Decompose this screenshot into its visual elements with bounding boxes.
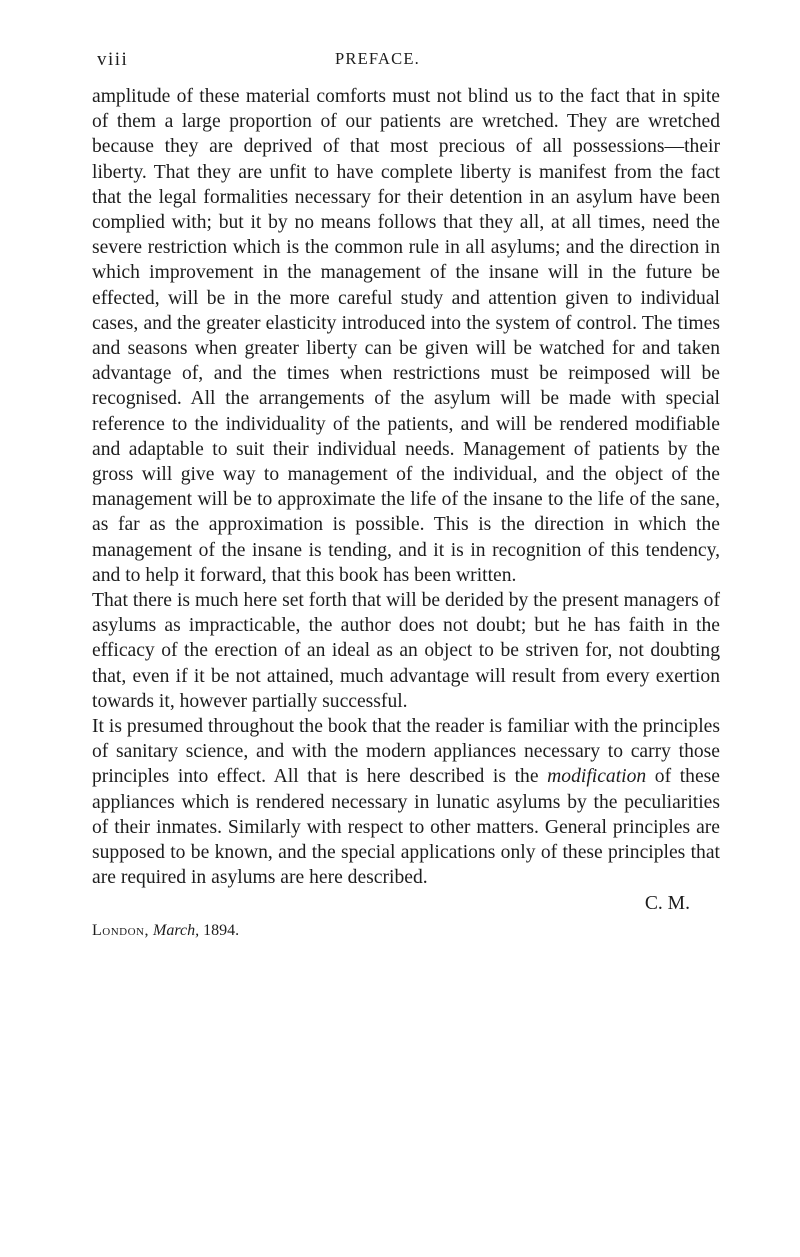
preface-body xyxy=(92,84,720,891)
page-number: viii xyxy=(97,49,129,70)
dateline xyxy=(92,920,720,942)
paragraph-presumed xyxy=(92,714,720,890)
author-initials: C. M. xyxy=(644,892,690,914)
running-title: PREFACE. xyxy=(335,49,420,68)
dateline-month: March, xyxy=(153,921,200,939)
paragraph-presumed-end: of these appliances which is rendered necessary in lunatic asylums by the peculiarities of their inmates. Similarly with respect to other matters. General principles are supposed to be known, and the special applications only of these principles that are required in asylums are here described. xyxy=(92,766,720,889)
emphasis-modification: modification xyxy=(547,766,647,788)
document-page xyxy=(92,46,720,942)
paragraph-derided: That there is much here set forth that will be derided by the present managers of asylums as impracticable, the author does not doubt; but he has faith in the efficacy of the erection of an ideal as an object to be striven for, not doubting that, even if it be not attained, much advantage will result from every exertion towards it, however partially successful. xyxy=(92,590,720,712)
dateline-year: 1894. xyxy=(203,921,240,939)
paragraph-presumed-start: It is presumed throughout the book that the reader is familiar with the principles of sanitary science, and with the modern appliances necessary to carry those principles into effect. All that is here described is the xyxy=(92,716,720,788)
running-head xyxy=(92,46,720,84)
dateline-place: London, xyxy=(92,921,149,939)
paragraph-continued: amplitude of these material comforts must not blind us to the fact that in spite of them a large proportion of our patients are wretched. They are wretched because they are deprived of that most precious of all possessions—their liberty. That they are unfit to have complete liberty is manifest from the fact that the legal formalities necessary for their detention in an asylum have been complied with; but it by no means follows that they all, at all times, need the severe restriction which is the common rule in all asylums; and the direction in which improvement in the management of the insane will in the future be effected, will be in the more careful study and attention given to individual cases, and the greater elasticity introduced into the system of control. The times and seasons when greater liberty can be given will be watched for and taken advantage of, and the times when restrictions must be reimposed will be recognised. All the arrangements of the asylum will be made with special reference to the individuality of the patients, and will be rendered modifiable and adaptable to suit their individual needs. Management of patients by the gross will give way to management of the individual, and the object of the management will be to approximate the life of the insane to the life of the sane, as far as the approximation is possible. This is the direction in which the management of the insane is tending, and it is in recognition of this tendency, and to help it forward, that this book has been written. xyxy=(92,86,720,586)
